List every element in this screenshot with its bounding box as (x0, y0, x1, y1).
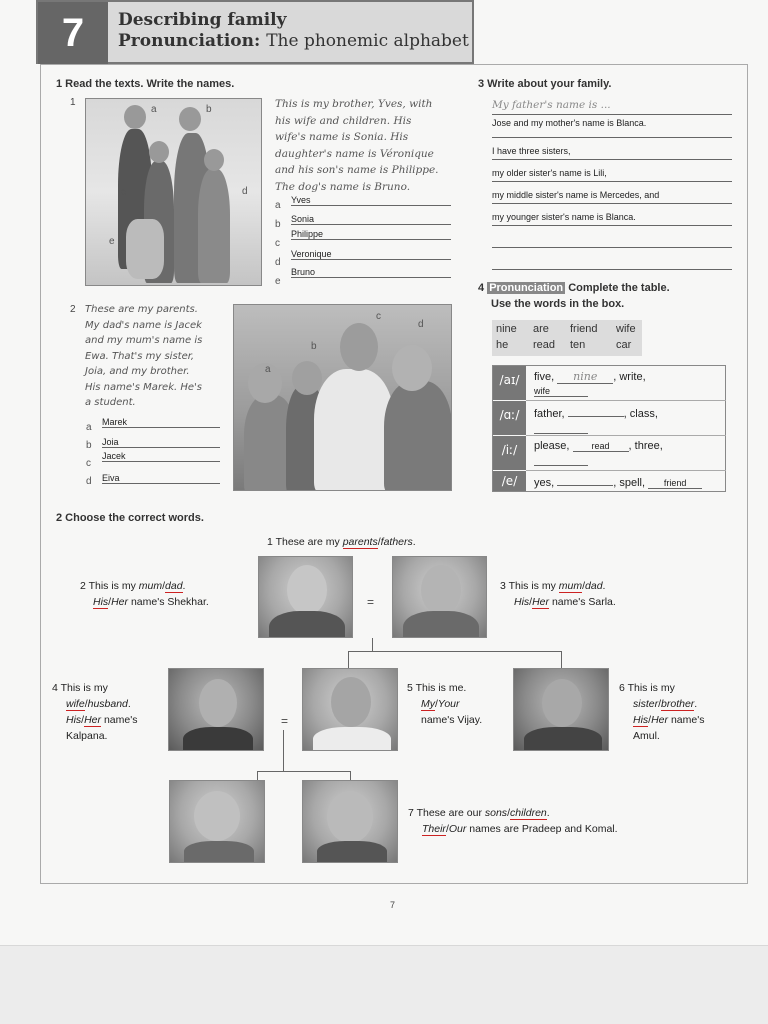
answer-field[interactable]: Jacek (102, 451, 220, 462)
unit-title (118, 10, 469, 52)
phoneme-row: please, read , three, (534, 440, 724, 466)
person-face (287, 565, 327, 615)
tree-line (257, 771, 351, 772)
family-photo-1 (85, 98, 262, 286)
phoneme-symbol: /iː/ (493, 436, 526, 470)
person-figure (198, 169, 230, 283)
person-figure (183, 727, 253, 751)
ex2-item-6: 6 This is my sister/brother. His/Her name's Amul. (619, 682, 705, 742)
blank-field[interactable] (557, 474, 613, 486)
option-choice[interactable]: mum (558, 580, 583, 592)
ex2-heading: 2 Choose the correct words. (56, 512, 204, 524)
person-face (124, 105, 146, 129)
ex3-line[interactable]: my older sister's name is Lili, (492, 160, 732, 182)
answer-row: b Sonia (275, 214, 455, 233)
ex3-empty-line[interactable] (492, 248, 732, 270)
person-figure (317, 841, 387, 863)
ex1-answers2 (86, 417, 226, 489)
person-figure (269, 611, 345, 638)
option-choice[interactable]: dad (165, 580, 183, 592)
person-face (340, 323, 378, 371)
option-choice[interactable]: mum (138, 580, 163, 592)
ex3-line[interactable]: Jose and my mother's name is Blanca. (492, 116, 732, 138)
ex2-item-3: 3 This is my mum/dad. His/Her name's Sarla. (500, 580, 616, 608)
equals-sign: = (281, 714, 289, 728)
ex3-heading: 3 Write about your family. (478, 78, 612, 90)
photo1-label-d: d (242, 186, 248, 197)
phoneme-row: five, nine , write, wife (534, 370, 646, 396)
phoneme-symbol: /aɪ/ (493, 366, 526, 400)
person-face (331, 677, 371, 727)
blank-field[interactable] (568, 405, 624, 417)
answer-field[interactable]: Philippe (291, 229, 451, 240)
phoneme-row: father, , class, (534, 405, 724, 434)
table-divider (526, 470, 726, 471)
answer-row: a Marek (86, 417, 226, 435)
unit-header (36, 0, 474, 64)
person-face (149, 141, 169, 163)
photo2-label-d: d (418, 319, 424, 330)
phoneme-row: yes, , spell, friend (534, 474, 724, 489)
ex3-lines (492, 116, 732, 270)
person-face (204, 149, 224, 171)
answer-row: e Bruno (275, 271, 455, 290)
ex3-line[interactable]: I have three sisters, (492, 138, 732, 160)
option-choice[interactable]: His (66, 714, 82, 726)
family-photo-2 (233, 304, 452, 491)
answer-row: a Yves (275, 195, 455, 214)
kalpana-photo (168, 668, 264, 751)
person-figure (384, 381, 452, 491)
tree-line (372, 638, 373, 651)
option-choice[interactable]: Their (422, 823, 446, 835)
option-choice[interactable]: Your (437, 698, 460, 710)
ex1-answers1 (275, 195, 455, 290)
ex1-text2: These are my parents. My dad's name is Jacek and my mum's name is Ewa. That's my sister, Joia, and my brother. His name's Marek. He's a student. (85, 304, 203, 408)
answer-row: d Eiva (86, 471, 226, 489)
option-choice[interactable]: Her (84, 714, 102, 726)
person-face (542, 679, 582, 727)
option-choice[interactable]: His (633, 714, 649, 726)
option-choice[interactable]: parents (342, 536, 378, 548)
tree-line (561, 651, 562, 668)
blank-field[interactable] (534, 454, 588, 466)
option-choice[interactable]: His (514, 596, 530, 608)
answer-field[interactable]: Yves (291, 195, 451, 206)
blank-field[interactable]: friend (648, 478, 702, 489)
table-divider (526, 435, 726, 436)
person-face (327, 791, 373, 843)
title-line-1: Describing family (118, 10, 287, 30)
ex2-item-2: 2 This is my mum/dad. His/Her name's Shekhar. (80, 580, 209, 608)
answer-field[interactable]: Sonia (291, 214, 451, 225)
option-choice[interactable]: Her (532, 596, 550, 608)
answer-field[interactable]: Marek (102, 417, 220, 428)
grandfather-photo (258, 556, 353, 638)
title-line-2: Pronunciation: The phonemic alphabet (118, 31, 469, 51)
photo2-label-c: c (376, 311, 381, 322)
option-choice[interactable]: brother (661, 698, 695, 710)
ex1-text1: This is my brother, Yves, with his wife and children. His wife's name is Sonia. His daughter's name is Véronique and his son's name is Philippe. The dog's name is Bruno. (275, 98, 439, 193)
tree-line (350, 771, 351, 780)
option-choice[interactable]: Her (111, 596, 129, 608)
scan-margin (0, 945, 768, 1024)
tree-line (348, 651, 349, 668)
blank-field[interactable]: read (573, 441, 629, 452)
person-face (199, 679, 237, 727)
answer-row: c Philippe (275, 233, 455, 252)
vijay-photo (302, 668, 398, 751)
ex3-prompt: My father's name is ... (492, 97, 732, 115)
option-choice[interactable]: sister (633, 698, 659, 710)
tree-line (283, 730, 284, 772)
answer-row: c Jacek (86, 453, 226, 471)
ex2-item-4: 4 This is my wife/husband. His/Her name's Kalpana. (52, 682, 138, 742)
dog-figure (126, 219, 164, 279)
person-face (292, 361, 322, 395)
answer-field[interactable]: Joia (102, 437, 220, 448)
photo2-label-a: a (265, 364, 271, 375)
photo1-label-e: e (109, 236, 115, 247)
tree-line (257, 771, 258, 780)
person-face (392, 345, 432, 391)
komal-photo (302, 780, 398, 863)
option-choice[interactable]: husband (87, 698, 128, 710)
amul-photo (513, 668, 609, 751)
option-choice[interactable]: His (93, 596, 109, 608)
word-box: nine are friend wife he read ten car (492, 320, 642, 356)
ex1-part1-number: 1 (70, 97, 76, 108)
blank-field[interactable] (534, 422, 588, 434)
option-choice[interactable]: Her (651, 714, 669, 726)
blank-field[interactable]: nine (557, 370, 613, 384)
option-choice[interactable]: sons (484, 807, 508, 819)
photo2-label-b: b (311, 341, 317, 352)
page-number: 7 (390, 900, 396, 910)
person-face (179, 107, 201, 131)
option-choice[interactable]: dad (585, 580, 603, 592)
ex3-empty-line[interactable] (492, 226, 732, 248)
ex3-line[interactable]: my middle sister's name is Mercedes, and (492, 182, 732, 204)
pradeep-photo (169, 780, 265, 863)
photo1-label-b: b (206, 104, 212, 115)
ex3-line[interactable]: my younger sister's name is Blanca. (492, 204, 732, 226)
ex2-item-5: 5 This is me. My/Your name's Vijay. (407, 682, 483, 726)
ex2-item-1: 1 These are my parents/fathers. (267, 536, 416, 548)
phoneme-symbol: /e/ (493, 471, 526, 491)
person-figure (403, 611, 479, 638)
photo1-label-c: c (121, 187, 126, 198)
grandmother-photo (392, 556, 487, 638)
unit-number: 7 (38, 2, 108, 64)
option-choice[interactable]: My (421, 698, 435, 710)
option-choice[interactable]: wife (66, 698, 85, 710)
table-divider (526, 400, 726, 401)
option-choice[interactable]: Our (448, 823, 467, 835)
answer-field[interactable]: Veronique (291, 249, 451, 260)
person-figure (184, 841, 254, 863)
pronunciation-tag: Pronunciation (489, 282, 564, 294)
equals-sign: = (367, 595, 375, 609)
tree-line (348, 651, 562, 652)
ex2-item-7: 7 These are our sons/children. Their/Our names are Pradeep and Komal. (408, 807, 618, 835)
answer-row: d Veronique (275, 252, 455, 271)
ex1-part2-number: 2 (70, 304, 76, 315)
answer-field[interactable]: Bruno (291, 267, 451, 278)
person-face (421, 565, 461, 615)
person-figure (524, 727, 602, 751)
ex4-heading: 4 Pronunciation Complete the table. Use the words in the box. (478, 282, 670, 310)
option-choice[interactable]: children (509, 807, 547, 819)
ex1-heading: 1 Read the texts. Write the names. (56, 78, 235, 90)
blank-field[interactable]: wife (534, 386, 588, 397)
answer-row: b Joia (86, 435, 226, 453)
phoneme-symbol: /ɑː/ (493, 401, 526, 435)
person-figure (313, 727, 391, 751)
answer-field[interactable]: Eiva (102, 473, 220, 484)
person-figure (314, 369, 394, 491)
option-choice[interactable]: fathers (380, 536, 413, 548)
person-face (194, 791, 240, 841)
photo1-label-a: a (151, 104, 157, 115)
